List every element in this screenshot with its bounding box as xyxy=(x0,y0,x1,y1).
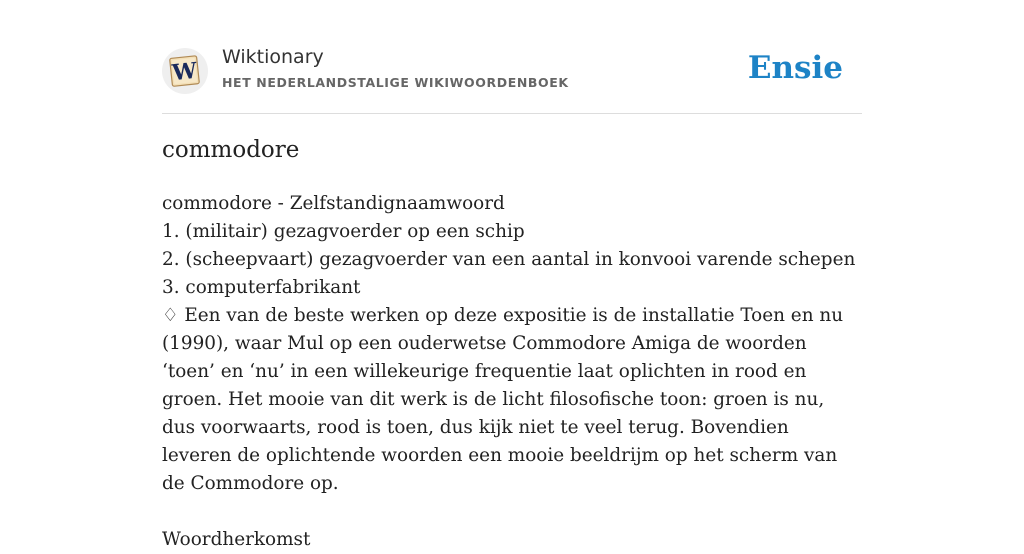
section-heading-etymology: Woordherkomst xyxy=(162,529,311,550)
svg-text:W: W xyxy=(170,57,199,87)
site-title[interactable]: Wiktionary xyxy=(222,46,324,68)
entry-headword: commodore xyxy=(162,137,300,163)
header-divider xyxy=(162,113,862,114)
spacer xyxy=(162,498,862,526)
site-subtitle: HET NEDERLANDSTALIGE WIKIWOORDENBOEK xyxy=(222,75,569,90)
wiktionary-logo-icon[interactable] xyxy=(162,48,208,94)
word-class-line: commodore - Zelfstandignaamwoord xyxy=(162,193,505,214)
page xyxy=(162,0,862,550)
example-sentence: ♢ Een van de beste werken op deze expositie is de installatie Toen en nu (1990), waar Mul op een ouderwetse Commodore Amiga de woorden ‘toen’ en ‘nu’ in een willekeurige frequentie laat oplichten in rood en groen. Het mooie van dit werk is de licht filosofische toon: groen is nu, dus voorwaarts, rood is toen, dus kijk niet te veel terug. Bovendien leveren de oplichtende woorden een mooie beeldrijm op het scherm van de Commodore op. xyxy=(162,305,844,494)
ensie-brand-link[interactable]: Ensie xyxy=(747,50,843,86)
definition-item: 1. (militair) gezagvoerder op een schip xyxy=(162,221,525,242)
entry-content xyxy=(162,190,862,554)
definition-item: 3. computerfabrikant xyxy=(162,277,361,298)
definition-item: 2. (scheepvaart) gezagvoerder van een aantal in konvooi varende schepen xyxy=(162,249,856,270)
site-header xyxy=(162,46,862,96)
